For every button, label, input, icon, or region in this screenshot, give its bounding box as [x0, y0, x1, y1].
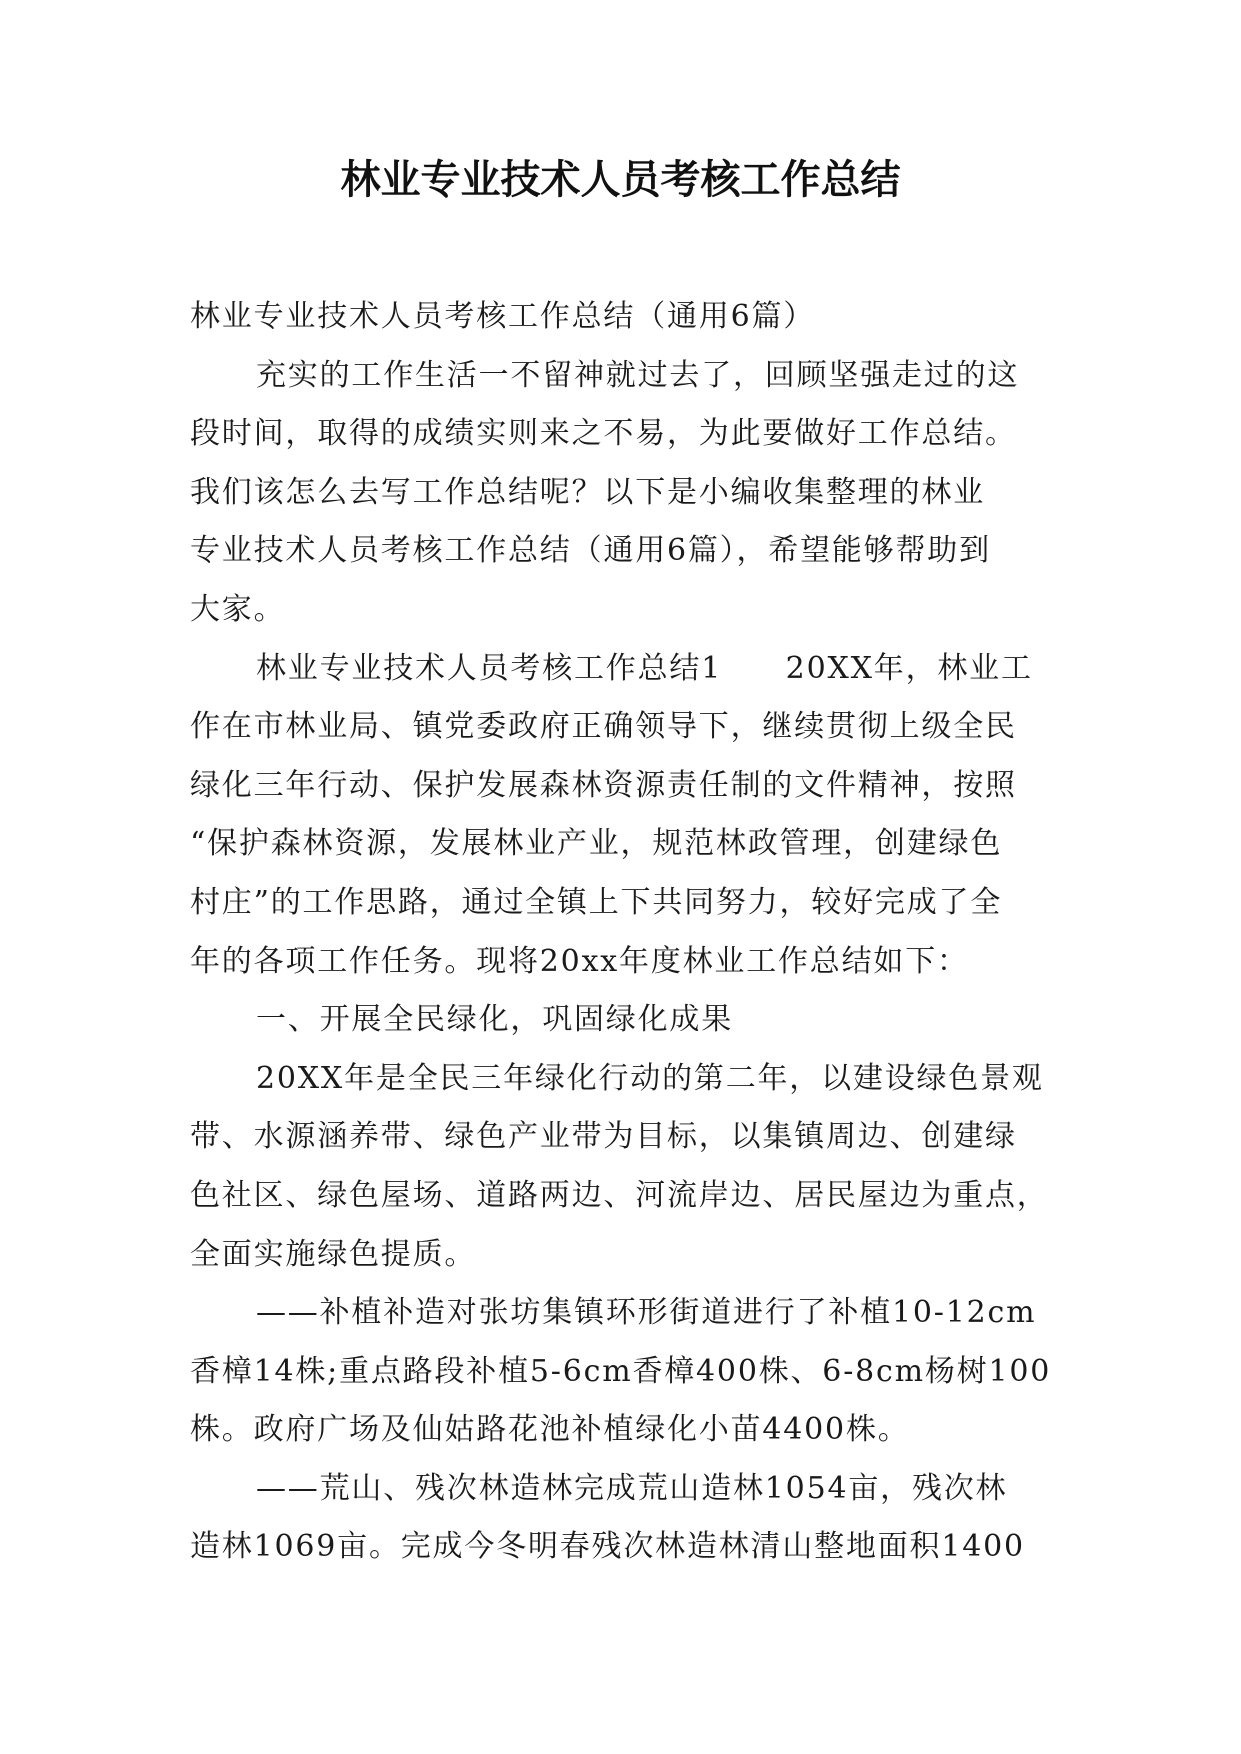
body-line: 专业技术人员考核工作总结（通用6篇），希望能够帮助到 [190, 533, 991, 569]
body-line: 一、开展全民绿化，巩固绿化成果 [256, 1002, 733, 1038]
body-line: 全面实施绿色提质。 [190, 1236, 477, 1272]
body-line: 带、水源涵养带、绿色产业带为目标，以集镇周边、创建绿 [190, 1119, 1017, 1155]
body-line: 20XX年是全民三年绿化行动的第二年，以建设绿色景观 [256, 1060, 1044, 1096]
body-line: ——荒山、残次林造林完成荒山造林1054亩，残次林 [256, 1470, 1008, 1506]
body-line: 作在市林业局、镇党委政府正确领导下，继续贯彻上级全民 [190, 709, 1017, 745]
document-body [190, 288, 1055, 1577]
body-line: 林业专业技术人员考核工作总结1 20XX年，林业工 [256, 650, 1033, 686]
body-line: 大家。 [190, 591, 286, 627]
body-line: 年的各项工作任务。现将20xx年度林业工作总结如下： [190, 943, 969, 979]
body-line: 绿化三年行动、保护发展森林资源责任制的文件精神，按照 [190, 767, 1017, 803]
body-line: 色社区、绿色屋场、道路两边、河流岸边、居民屋边为重点， [190, 1177, 1049, 1213]
body-line: 我们该怎么去写工作总结呢？以下是小编收集整理的林业 [190, 474, 985, 510]
body-line: 村庄”的工作思路，通过全镇上下共同努力，较好完成了全 [190, 884, 1003, 920]
body-line: 段时间，取得的成绩实则来之不易，为此要做好工作总结。 [190, 416, 1017, 452]
body-line: 造林1069亩。完成今冬明春残次林造林清山整地面积1400 [190, 1529, 1025, 1565]
body-line: 林业专业技术人员考核工作总结（通用6篇） [190, 299, 816, 334]
body-line: 香樟14株;重点路段补植5-6cm香樟400株、6-8cm杨树100 [190, 1353, 1052, 1389]
body-line: 充实的工作生活一不留神就过去了，回顾坚强走过的这 [256, 357, 1020, 393]
document-title: 林业专业技术人员考核工作总结 [340, 157, 901, 203]
body-line: 株。政府广场及仙姑路花池补植绿化小苗4400株。 [190, 1412, 910, 1448]
body-line: “保护森林资源，发展林业产业，规范林政管理，创建绿色 [190, 826, 1003, 862]
body-line: ——补植补造对张坊集镇环形街道进行了补植10-12cm [256, 1295, 1037, 1331]
